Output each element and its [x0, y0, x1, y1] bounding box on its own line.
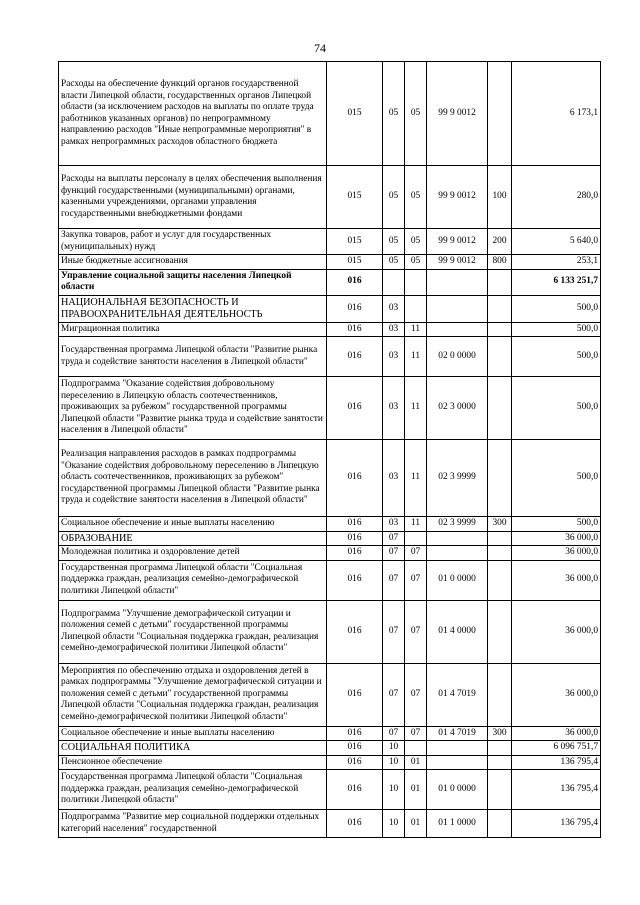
- target-article-code-cell: 01 4 7019: [427, 663, 488, 726]
- subsection-code-cell: 11: [405, 377, 427, 440]
- amount-cell: 500,0: [512, 322, 601, 337]
- amount-cell: 136 795,4: [512, 770, 601, 810]
- table-row: [59, 810, 601, 838]
- budget-item-name-cell: Государственная программа Липецкой области "Социальная поддержка граждан, реализация семейно-демографической политики Липецкой области": [59, 560, 327, 600]
- subsection-code-cell: 11: [405, 322, 427, 337]
- ministry-code-cell: 016: [327, 600, 383, 663]
- section-code-cell: 03: [383, 440, 405, 517]
- target-article-code-cell: 99 9 0012: [427, 255, 488, 270]
- amount-cell: 280,0: [512, 166, 601, 229]
- ministry-code-cell: 016: [327, 663, 383, 726]
- expense-type-code-cell: [488, 560, 512, 600]
- ministry-code-cell: 016: [327, 741, 383, 756]
- expense-type-code-cell: [488, 269, 512, 295]
- target-article-code-cell: 01 4 7019: [427, 726, 488, 741]
- section-code-cell: 05: [383, 62, 405, 166]
- table-row: [59, 770, 601, 810]
- ministry-code-cell: 016: [327, 337, 383, 377]
- expense-type-code-cell: [488, 770, 512, 810]
- expense-type-code-cell: 800: [488, 255, 512, 270]
- expense-type-code-cell: [488, 810, 512, 838]
- table-row: [59, 726, 601, 741]
- ministry-code-cell: 016: [327, 531, 383, 546]
- target-article-code-cell: 99 9 0012: [427, 166, 488, 229]
- budget-item-name-cell: Закупка товаров, работ и услуг для государственных (муниципальных) нужд: [59, 229, 327, 255]
- ministry-code-cell: 016: [327, 770, 383, 810]
- ministry-code-cell: 016: [327, 810, 383, 838]
- subsection-code-cell: 07: [405, 726, 427, 741]
- section-code-cell: 10: [383, 755, 405, 770]
- amount-cell: 253,1: [512, 255, 601, 270]
- budget-item-name-cell: Подпрограмма "Оказание содействия добровольному переселению в Липецкую область соотечественников, проживающих за рубежом" государственной программы Липецкой области "Развитие рынка труда и содействие занятости населения в Липецкой области": [59, 377, 327, 440]
- budget-item-name-cell: Подпрограмма "Развитие мер социальной поддержки отдельных категорий населения" государственной: [59, 810, 327, 838]
- table-row: [59, 517, 601, 532]
- expense-type-code-cell: [488, 62, 512, 166]
- expense-type-code-cell: [488, 663, 512, 726]
- table-row: [59, 322, 601, 337]
- amount-cell: 136 795,4: [512, 755, 601, 770]
- ministry-code-cell: 016: [327, 755, 383, 770]
- page-number: 74: [314, 41, 326, 55]
- table-row: [59, 255, 601, 270]
- ministry-code-cell: 016: [327, 517, 383, 532]
- ministry-code-cell: 016: [327, 269, 383, 295]
- expense-type-code-cell: [488, 546, 512, 561]
- subsection-code-cell: 05: [405, 166, 427, 229]
- budget-item-name-cell: Подпрограмма "Улучшение демографической ситуации и положения семей с детьми" государственной программы Липецкой области "Социальная поддержка граждан, реализация семейно-демографической политики Липецкой области": [59, 600, 327, 663]
- expense-type-code-cell: [488, 755, 512, 770]
- table-row: [59, 295, 601, 322]
- target-article-code-cell: 02 0 0000: [427, 337, 488, 377]
- amount-cell: 6 133 251,7: [512, 269, 601, 295]
- subsection-code-cell: 01: [405, 770, 427, 810]
- expense-type-code-cell: [488, 531, 512, 546]
- target-article-code-cell: 01 0 0000: [427, 770, 488, 810]
- table-row: [59, 269, 601, 295]
- table-row: [59, 755, 601, 770]
- budget-item-name-cell: Мероприятия по обеспечению отдыха и оздоровления детей в рамках подпрограммы "Улучшение демографической ситуации и положения семей с детьми" государственной программы Липецкой области "Социальная поддержка граждан, реализация семейно-демографической политики Липецкой области": [59, 663, 327, 726]
- table-row: [59, 663, 601, 726]
- subsection-code-cell: 05: [405, 255, 427, 270]
- amount-cell: 500,0: [512, 337, 601, 377]
- target-article-code-cell: 01 0 0000: [427, 560, 488, 600]
- section-code-cell: 03: [383, 517, 405, 532]
- target-article-code-cell: [427, 322, 488, 337]
- section-code-cell: 05: [383, 229, 405, 255]
- subsection-code-cell: 05: [405, 229, 427, 255]
- table-row: [59, 531, 601, 546]
- expense-type-code-cell: [488, 377, 512, 440]
- budget-item-name-cell: Управление социальной защиты населения Липецкой области: [59, 269, 327, 295]
- section-code-cell: 07: [383, 663, 405, 726]
- section-code-cell: 05: [383, 255, 405, 270]
- amount-cell: 36 000,0: [512, 663, 601, 726]
- amount-cell: 36 000,0: [512, 726, 601, 741]
- target-article-code-cell: [427, 741, 488, 756]
- subsection-code-cell: 07: [405, 600, 427, 663]
- budget-item-name-cell: Миграционная политика: [59, 322, 327, 337]
- ministry-code-cell: 016: [327, 322, 383, 337]
- budget-item-name-cell: Расходы на обеспечение функций органов государственной власти Липецкой области, государственных органов Липецкой области (за исключением расходов на выплаты по оплате труда работников указанных органов) по непрограммному направлению расходов "Иные непрограммные мероприятия" в рамках непрограммных расходов областного бюджета: [59, 62, 327, 166]
- section-code-cell: 07: [383, 546, 405, 561]
- table-row: [59, 440, 601, 517]
- amount-cell: 500,0: [512, 377, 601, 440]
- table-row: [59, 560, 601, 600]
- subsection-code-cell: [405, 295, 427, 322]
- expense-type-code-cell: 100: [488, 166, 512, 229]
- target-article-code-cell: [427, 755, 488, 770]
- budget-item-name-cell: Социальное обеспечение и иные выплаты населению: [59, 726, 327, 741]
- ministry-code-cell: 015: [327, 166, 383, 229]
- section-code-cell: [383, 269, 405, 295]
- table-row: [59, 337, 601, 377]
- subsection-code-cell: [405, 741, 427, 756]
- table-row: [59, 600, 601, 663]
- target-article-code-cell: [427, 546, 488, 561]
- budget-item-name-cell: Пенсионное обеспечение: [59, 755, 327, 770]
- target-article-code-cell: 99 9 0012: [427, 62, 488, 166]
- section-code-cell: 05: [383, 166, 405, 229]
- amount-cell: 500,0: [512, 517, 601, 532]
- target-article-code-cell: 02 3 9999: [427, 517, 488, 532]
- amount-cell: 136 795,4: [512, 810, 601, 838]
- subsection-code-cell: 11: [405, 517, 427, 532]
- budget-item-name-cell: НАЦИОНАЛЬНАЯ БЕЗОПАСНОСТЬ И ПРАВООХРАНИТЕЛЬНАЯ ДЕЯТЕЛЬНОСТЬ: [59, 295, 327, 322]
- section-code-cell: 10: [383, 741, 405, 756]
- target-article-code-cell: 02 3 0000: [427, 377, 488, 440]
- amount-cell: 36 000,0: [512, 546, 601, 561]
- budget-table-body: [59, 62, 601, 838]
- expense-type-code-cell: [488, 322, 512, 337]
- section-code-cell: 10: [383, 810, 405, 838]
- amount-cell: 36 000,0: [512, 560, 601, 600]
- budget-table: [58, 61, 601, 838]
- ministry-code-cell: 016: [327, 295, 383, 322]
- budget-item-name-cell: Реализация направления расходов в рамках подпрограммы "Оказание содействия добровольному переселению в Липецкую область соотечественников, проживающих за рубежом" государственной программы Липецкой области "Развитие рынка труда и содействие занятости населения в Липецкой области": [59, 440, 327, 517]
- subsection-code-cell: 07: [405, 546, 427, 561]
- ministry-code-cell: 015: [327, 62, 383, 166]
- amount-cell: 5 640,0: [512, 229, 601, 255]
- budget-item-name-cell: Государственная программа Липецкой области "Социальная поддержка граждан, реализация семейно-демографической политики Липецкой области": [59, 770, 327, 810]
- table-row: [59, 166, 601, 229]
- amount-cell: 36 000,0: [512, 600, 601, 663]
- target-article-code-cell: 02 3 9999: [427, 440, 488, 517]
- table-row: [59, 229, 601, 255]
- budget-item-name-cell: Расходы на выплаты персоналу в целях обеспечения выполнения функций государственными (муниципальными) органами, казенными учреждениями, органами управления государственными внебюджетными фондами: [59, 166, 327, 229]
- section-code-cell: 10: [383, 770, 405, 810]
- ministry-code-cell: 015: [327, 255, 383, 270]
- table-row: [59, 62, 601, 166]
- amount-cell: 6 096 751,7: [512, 741, 601, 756]
- ministry-code-cell: 016: [327, 726, 383, 741]
- subsection-code-cell: [405, 269, 427, 295]
- section-code-cell: 07: [383, 726, 405, 741]
- target-article-code-cell: [427, 269, 488, 295]
- expense-type-code-cell: 200: [488, 229, 512, 255]
- section-code-cell: 03: [383, 322, 405, 337]
- target-article-code-cell: [427, 295, 488, 322]
- expense-type-code-cell: [488, 440, 512, 517]
- table-row: [59, 377, 601, 440]
- expense-type-code-cell: [488, 295, 512, 322]
- section-code-cell: 07: [383, 560, 405, 600]
- table-row: [59, 741, 601, 756]
- target-article-code-cell: 01 1 0000: [427, 810, 488, 838]
- expense-type-code-cell: [488, 741, 512, 756]
- amount-cell: 500,0: [512, 295, 601, 322]
- subsection-code-cell: 01: [405, 755, 427, 770]
- budget-item-name-cell: СОЦИАЛЬНАЯ ПОЛИТИКА: [59, 741, 327, 756]
- expense-type-code-cell: 300: [488, 517, 512, 532]
- subsection-code-cell: 07: [405, 663, 427, 726]
- ministry-code-cell: 016: [327, 560, 383, 600]
- expense-type-code-cell: 300: [488, 726, 512, 741]
- subsection-code-cell: 01: [405, 810, 427, 838]
- ministry-code-cell: 016: [327, 377, 383, 440]
- section-code-cell: 07: [383, 531, 405, 546]
- budget-item-name-cell: Иные бюджетные ассигнования: [59, 255, 327, 270]
- budget-item-name-cell: Государственная программа Липецкой области "Развитие рынка труда и содействие занятости населения в Липецкой области": [59, 337, 327, 377]
- expense-type-code-cell: [488, 337, 512, 377]
- subsection-code-cell: 05: [405, 62, 427, 166]
- section-code-cell: 03: [383, 337, 405, 377]
- target-article-code-cell: [427, 531, 488, 546]
- section-code-cell: 03: [383, 377, 405, 440]
- section-code-cell: 07: [383, 600, 405, 663]
- subsection-code-cell: 11: [405, 337, 427, 377]
- subsection-code-cell: 07: [405, 560, 427, 600]
- amount-cell: 500,0: [512, 440, 601, 517]
- table-row: [59, 546, 601, 561]
- target-article-code-cell: 01 4 0000: [427, 600, 488, 663]
- ministry-code-cell: 016: [327, 440, 383, 517]
- budget-item-name-cell: ОБРАЗОВАНИЕ: [59, 531, 327, 546]
- amount-cell: 36 000,0: [512, 531, 601, 546]
- section-code-cell: 03: [383, 295, 405, 322]
- ministry-code-cell: 015: [327, 229, 383, 255]
- target-article-code-cell: 99 9 0012: [427, 229, 488, 255]
- expense-type-code-cell: [488, 600, 512, 663]
- subsection-code-cell: [405, 531, 427, 546]
- subsection-code-cell: 11: [405, 440, 427, 517]
- budget-item-name-cell: Социальное обеспечение и иные выплаты населению: [59, 517, 327, 532]
- ministry-code-cell: 016: [327, 546, 383, 561]
- amount-cell: 6 173,1: [512, 62, 601, 166]
- budget-item-name-cell: Молодежная политика и оздоровление детей: [59, 546, 327, 561]
